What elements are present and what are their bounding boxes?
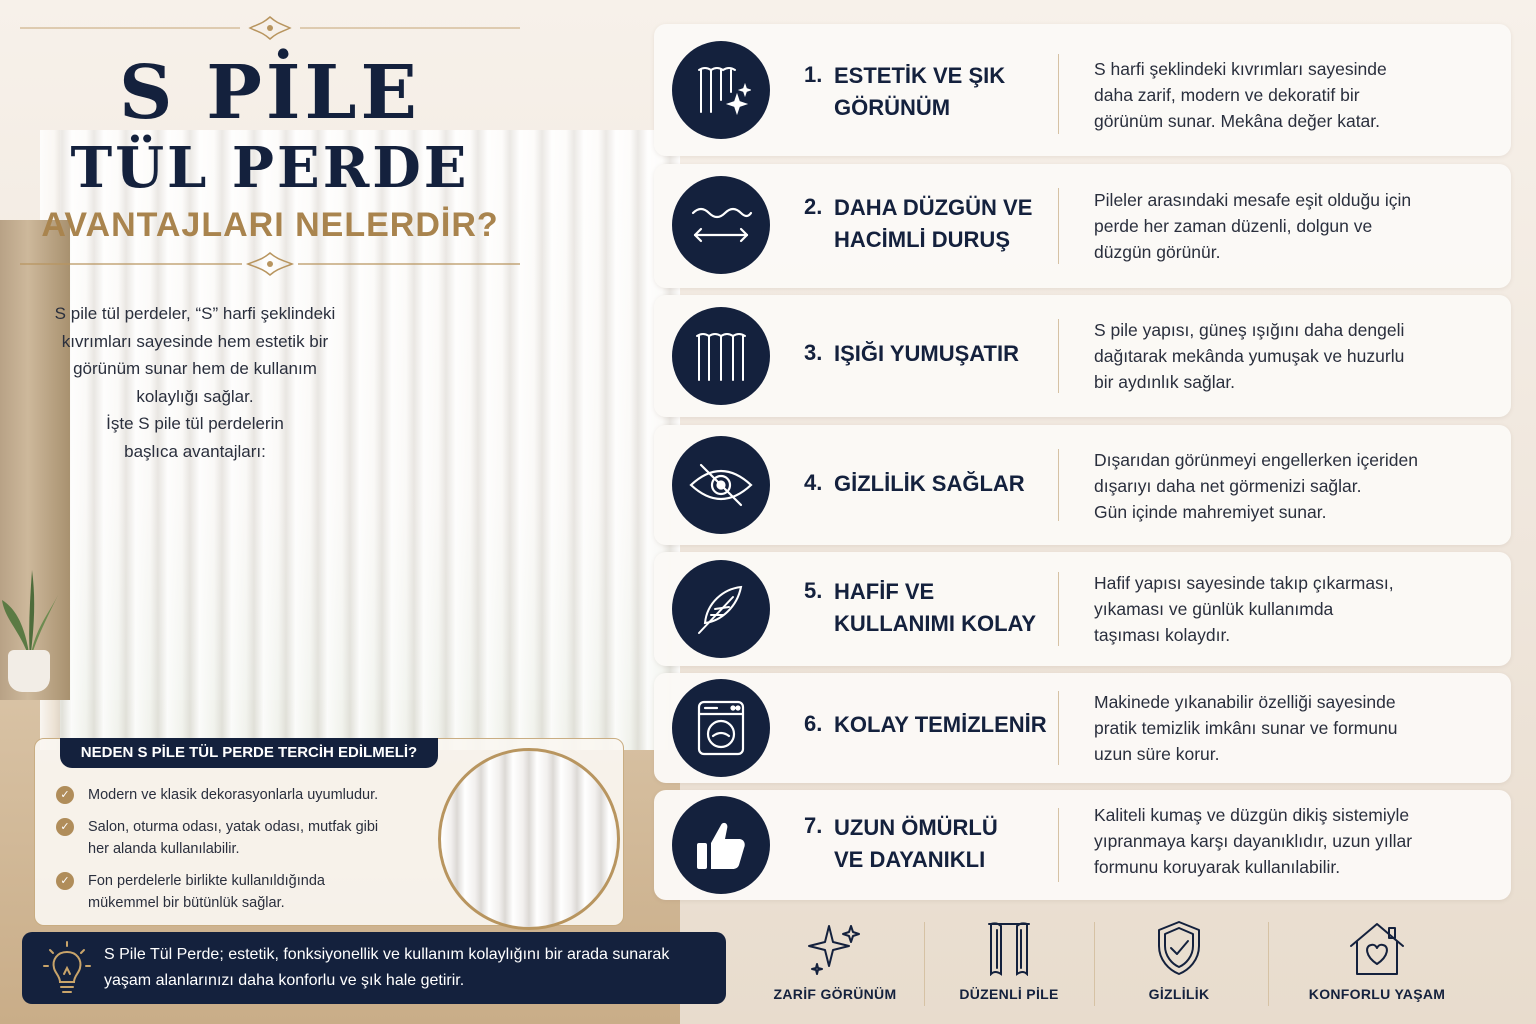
heading-line: HACİMLİ DURUŞ <box>834 227 1010 252</box>
desc-line: yıpranmaya karşı dayanıklıdır, uzun yıllar <box>1094 831 1413 851</box>
desc-line: Hafif yapısı sayesinde takıp çıkarması, <box>1094 573 1394 593</box>
feature-desc <box>1094 689 1494 767</box>
washing-machine-icon <box>672 679 770 777</box>
strip-label: KONFORLU YAŞAM <box>1308 986 1446 1002</box>
why-item-text: her alanda kullanılabilir. <box>88 841 240 857</box>
feature-card-4 <box>654 425 1511 545</box>
title-line-1: S PİLE <box>119 50 421 136</box>
shield-check-icon <box>1155 920 1203 976</box>
heading-line: HAFİF VE <box>834 579 935 604</box>
feature-number: 3. <box>804 340 823 365</box>
strip-label: GİZLİLİK <box>1148 986 1210 1002</box>
sparkle-icon <box>805 920 865 976</box>
intro-line: S pile tül perdeler, “S” harfi şeklindeki <box>54 304 336 323</box>
check-icon: ✓ <box>56 872 74 890</box>
desc-line: Makinede yıkanabilir özelliği sayesinde <box>1094 692 1396 712</box>
ornament-bottom-icon <box>20 249 520 279</box>
eye-off-icon <box>672 436 770 534</box>
intro-line: kıvrımları sayesinde hem estetik bir <box>61 331 329 351</box>
divider <box>1058 319 1059 393</box>
desc-line: dışarıyı daha net görmenizi sağlar. <box>1094 476 1362 496</box>
feature-heading <box>834 812 1064 876</box>
banner-line: yaşam alanlarınızı daha konforlu ve şık hale getirir. <box>104 972 465 989</box>
feature-card-7 <box>654 790 1511 900</box>
desc-line: görünüm sunar. Mekâna değer katar. <box>1094 111 1381 131</box>
feature-heading <box>834 192 1064 256</box>
house-heart-icon <box>1347 920 1407 976</box>
strip-item-konforlu <box>1292 920 1462 1002</box>
plant-pot <box>8 650 50 692</box>
feature-desc <box>1094 187 1494 265</box>
curtain-sparkle-icon <box>672 41 770 139</box>
why-item-text: Modern ve klasik dekorasyonlarla uyumludur. <box>88 787 379 803</box>
heading-line: VE DAYANIKLI <box>834 847 986 872</box>
desc-line: dağıtarak mekânda yumuşak ve huzurlu <box>1094 346 1405 366</box>
desc-line: daha zarif, modern ve dekoratif bir <box>1094 85 1360 105</box>
feature-desc <box>1094 570 1494 648</box>
why-item <box>56 870 416 914</box>
feature-number: 4. <box>804 470 823 495</box>
feature-number: 2. <box>804 194 823 219</box>
desc-line: taşıması kolaydır. <box>1094 625 1231 645</box>
title-block <box>20 14 520 279</box>
strip-label: DÜZENLİ PİLE <box>959 986 1059 1002</box>
feature-heading <box>834 338 1064 370</box>
divider <box>1058 691 1059 765</box>
curtain-icon <box>672 307 770 405</box>
feature-number: 1. <box>804 62 823 87</box>
strip-label: ZARİF GÖRÜNÜM <box>773 986 897 1002</box>
desc-line: pratik temizlik imkânı sunar ve formunu <box>1094 718 1398 738</box>
feature-card-2 <box>654 164 1511 288</box>
lightbulb-icon <box>42 940 92 996</box>
banner-text <box>104 942 714 994</box>
divider <box>1058 188 1059 264</box>
feature-card-6 <box>654 673 1511 783</box>
intro-line: başlıca avantajları: <box>124 441 266 461</box>
heading-line: KULLANIMI KOLAY <box>834 611 1037 636</box>
feature-heading <box>834 60 1064 124</box>
desc-line: S pile yapısı, güneş ışığını daha dengeli <box>1094 320 1405 340</box>
desc-line: düzgün görünür. <box>1094 242 1221 262</box>
heading-line: DAHA DÜZGÜN VE <box>834 195 1033 220</box>
feather-icon <box>672 560 770 658</box>
divider <box>1058 54 1059 134</box>
check-icon: ✓ <box>56 818 74 836</box>
title-line-3: AVANTAJLARI NELERDİR? <box>41 206 499 244</box>
check-icon: ✓ <box>56 786 74 804</box>
title-line-2: TÜL PERDE <box>70 135 470 201</box>
desc-line: yıkaması ve günlük kullanımda <box>1094 599 1334 619</box>
why-item-text: mükemmel bir bütünlük sağlar. <box>88 895 285 911</box>
desc-line: Dışarıdan görünmeyi engellerken içeriden <box>1094 450 1418 470</box>
heading-line: ESTETİK VE ŞIK <box>834 63 1006 88</box>
desc-line: formunu koruyarak kullanılabilir. <box>1094 857 1341 877</box>
heading-line: IŞIĞI YUMUŞATIR <box>834 341 1019 366</box>
intro-line: kolaylığı sağlar. <box>136 386 254 406</box>
feature-heading <box>834 576 1064 640</box>
desc-line: uzun süre korur. <box>1094 744 1220 764</box>
desc-line: perde her zaman düzenli, dolgun ve <box>1094 216 1373 236</box>
curtain-photo <box>438 748 620 930</box>
why-item <box>56 816 416 860</box>
banner-line: S Pile Tül Perde; estetik, fonksiyonellik ve kullanım kolaylığını bir arada sunarak <box>104 946 670 963</box>
desc-line: bir aydınlık sağlar. <box>1094 372 1236 392</box>
why-item-text: Salon, oturma odası, yatak odası, mutfak gibi <box>88 819 379 835</box>
desc-line: Gün içinde mahremiyet sunar. <box>1094 502 1327 522</box>
heading-line: GÖRÜNÜM <box>834 95 951 120</box>
feature-number: 6. <box>804 711 823 736</box>
why-item-text: Fon perdelerle birlikte kullanıldığında <box>88 873 325 889</box>
feature-desc <box>1094 317 1494 395</box>
wave-arrows-icon <box>672 176 770 274</box>
heading-line: UZUN ÖMÜRLÜ <box>834 815 998 840</box>
strip-item-gizlilik <box>1094 920 1264 1002</box>
feature-heading <box>834 709 1064 741</box>
divider <box>1058 449 1059 521</box>
feature-desc <box>1094 802 1494 880</box>
desc-line: Kaliteli kumaş ve düzgün dikiş sistemiyle <box>1094 805 1410 825</box>
plant-icon <box>0 560 60 660</box>
heading-line: GİZLİLİK SAĞLAR <box>834 471 1025 496</box>
feature-number: 5. <box>804 578 823 603</box>
feature-card-1 <box>654 24 1511 156</box>
why-list <box>56 784 416 924</box>
strip-divider <box>1268 922 1269 1006</box>
desc-line: S harfi şeklindeki kıvrımları sayesinde <box>1094 59 1387 79</box>
why-title: NEDEN S PİLE TÜL PERDE TERCİH EDİLMELİ? <box>60 738 438 768</box>
why-item <box>56 784 416 806</box>
feature-number: 7. <box>804 813 823 838</box>
curtain-outline-icon <box>987 920 1031 976</box>
intro-text <box>40 300 350 465</box>
feature-desc <box>1094 447 1494 525</box>
intro-line: görünüm sunar hem de kullanım <box>73 359 317 378</box>
thumbs-up-icon <box>672 796 770 894</box>
feature-card-3 <box>654 295 1511 417</box>
desc-line: Pileler arasındaki mesafe eşit olduğu için <box>1094 190 1412 210</box>
strip-item-duzenli <box>924 920 1094 1002</box>
feature-desc <box>1094 56 1494 134</box>
intro-line: İşte S pile tül perdelerin <box>106 414 284 433</box>
divider <box>1058 572 1059 646</box>
heading-line: KOLAY TEMİZLENİR <box>834 712 1047 737</box>
feature-card-5 <box>654 552 1511 666</box>
ornament-top-icon <box>20 14 520 42</box>
feature-heading <box>834 468 1064 500</box>
strip-item-zarif <box>750 920 920 1002</box>
divider <box>1058 808 1059 882</box>
